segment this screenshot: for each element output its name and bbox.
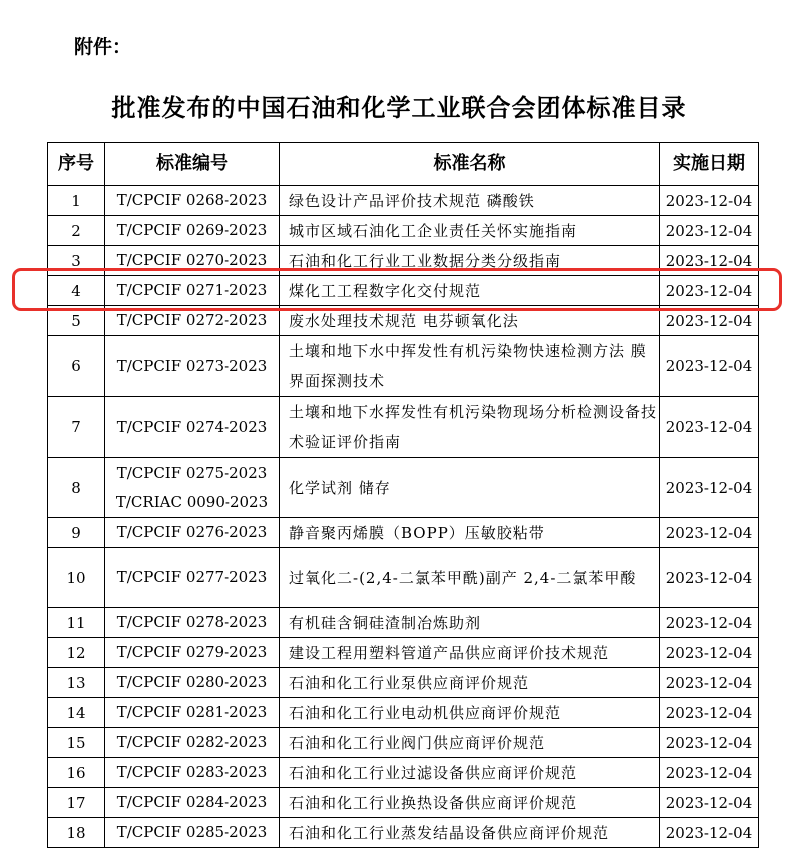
row-implementation-date: 2023-12-04 bbox=[660, 518, 759, 548]
row-standard-code bbox=[105, 638, 280, 668]
row-standard-code bbox=[105, 397, 280, 458]
header-standard-name: 标准名称 bbox=[280, 143, 660, 186]
table-row bbox=[48, 788, 759, 818]
header-standard-code: 标准编号 bbox=[105, 143, 280, 186]
row-standard-name: 石油和化工行业电动机供应商评价规范 bbox=[280, 698, 660, 728]
row-serial-number: 8 bbox=[48, 458, 105, 518]
row-serial-number: 4 bbox=[48, 276, 105, 306]
row-standard-code bbox=[105, 548, 280, 608]
row-serial-number: 2 bbox=[48, 216, 105, 246]
table-row bbox=[48, 397, 759, 458]
row-standard-name: 石油和化工行业工业数据分类分级指南 bbox=[280, 246, 660, 276]
attachment-label: 附件： bbox=[74, 36, 132, 58]
row-standard-name: 废水处理技术规范 电芬顿氧化法 bbox=[280, 306, 660, 336]
table-row bbox=[48, 698, 759, 728]
table-row bbox=[48, 668, 759, 698]
row-standard-name: 城市区域石油化工企业责任关怀实施指南 bbox=[280, 216, 660, 246]
row-standard-name: 石油和化工行业过滤设备供应商评价规范 bbox=[280, 758, 660, 788]
row-implementation-date: 2023-12-04 bbox=[660, 306, 759, 336]
standard-code-line: T/CPCIF 0275-2023 bbox=[116, 463, 268, 482]
row-implementation-date: 2023-12-04 bbox=[660, 758, 759, 788]
row-standard-name: 过氧化二-(2,4-二氯苯甲酰)副产 2,4-二氯苯甲酸 bbox=[280, 548, 660, 608]
row-serial-number: 13 bbox=[48, 668, 105, 698]
row-serial-number: 14 bbox=[48, 698, 105, 728]
standard-code-line: T/CPCIF 0273-2023 bbox=[116, 356, 268, 375]
table-row bbox=[48, 216, 759, 246]
row-implementation-date: 2023-12-04 bbox=[660, 397, 759, 458]
row-implementation-date: 2023-12-04 bbox=[660, 608, 759, 638]
standard-code-line: T/CPCIF 0283-2023 bbox=[116, 763, 268, 781]
row-serial-number: 11 bbox=[48, 608, 105, 638]
row-serial-number: 10 bbox=[48, 548, 105, 608]
standard-code-line: T/CRIAC 0090-2023 bbox=[115, 492, 269, 511]
row-serial-number: 3 bbox=[48, 246, 105, 276]
row-implementation-date: 2023-12-04 bbox=[660, 698, 759, 728]
header-implementation-date: 实施日期 bbox=[660, 143, 759, 186]
standard-code-line: T/CPCIF 0271-2023 bbox=[116, 281, 268, 299]
table-row bbox=[48, 608, 759, 638]
standard-code-line: T/CPCIF 0280-2023 bbox=[116, 673, 268, 691]
row-standard-code bbox=[105, 788, 280, 818]
header-serial-number: 序号 bbox=[48, 143, 105, 186]
row-implementation-date: 2023-12-04 bbox=[660, 276, 759, 306]
document-title: 批准发布的中国石油和化学工业联合会团体标准目录 bbox=[111, 94, 687, 122]
row-standard-name: 石油和化工行业阀门供应商评价规范 bbox=[280, 728, 660, 758]
row-standard-code bbox=[105, 698, 280, 728]
row-implementation-date: 2023-12-04 bbox=[660, 458, 759, 518]
row-implementation-date: 2023-12-04 bbox=[660, 788, 759, 818]
table-row bbox=[48, 818, 759, 848]
row-implementation-date: 2023-12-04 bbox=[660, 668, 759, 698]
standard-code-line: T/CPCIF 0277-2023 bbox=[116, 568, 268, 586]
row-standard-code bbox=[105, 758, 280, 788]
standard-code-line: T/CPCIF 0281-2023 bbox=[116, 703, 268, 721]
row-standard-code bbox=[105, 336, 280, 397]
row-serial-number: 16 bbox=[48, 758, 105, 788]
table-row bbox=[48, 518, 759, 548]
standard-code-line: T/CPCIF 0279-2023 bbox=[116, 643, 268, 661]
table-row bbox=[48, 638, 759, 668]
row-standard-code bbox=[105, 458, 280, 518]
row-implementation-date: 2023-12-04 bbox=[660, 638, 759, 668]
row-serial-number: 18 bbox=[48, 818, 105, 848]
row-serial-number: 17 bbox=[48, 788, 105, 818]
row-standard-name: 化学试剂 储存 bbox=[280, 458, 660, 518]
highlight-box bbox=[12, 268, 782, 311]
row-implementation-date: 2023-12-04 bbox=[660, 186, 759, 216]
row-standard-name: 煤化工工程数字化交付规范 bbox=[280, 276, 660, 306]
row-standard-name: 土壤和地下水中挥发性有机污染物快速检测方法 膜界面探测技术 bbox=[280, 336, 660, 397]
row-standard-code bbox=[105, 518, 280, 548]
standard-code-line: T/CPCIF 0284-2023 bbox=[116, 793, 268, 811]
standard-code-line: T/CPCIF 0274-2023 bbox=[116, 417, 268, 436]
standard-code-line: T/CPCIF 0268-2023 bbox=[116, 191, 268, 209]
row-serial-number: 9 bbox=[48, 518, 105, 548]
table-row bbox=[48, 728, 759, 758]
row-implementation-date: 2023-12-04 bbox=[660, 336, 759, 397]
row-standard-name: 石油和化工行业泵供应商评价规范 bbox=[280, 668, 660, 698]
row-serial-number: 15 bbox=[48, 728, 105, 758]
standard-code-line: T/CPCIF 0272-2023 bbox=[116, 311, 268, 329]
table-row bbox=[48, 458, 759, 518]
row-standard-code bbox=[105, 728, 280, 758]
row-standard-name: 绿色设计产品评价技术规范 磷酸铁 bbox=[280, 186, 660, 216]
standard-code-line: T/CPCIF 0269-2023 bbox=[116, 221, 268, 239]
row-standard-code bbox=[105, 608, 280, 638]
row-standard-name: 有机硅含铜硅渣制冶炼助剂 bbox=[280, 608, 660, 638]
row-standard-name: 建设工程用塑料管道产品供应商评价技术规范 bbox=[280, 638, 660, 668]
row-implementation-date: 2023-12-04 bbox=[660, 216, 759, 246]
row-serial-number: 6 bbox=[48, 336, 105, 397]
standards-table bbox=[47, 142, 759, 848]
row-standard-code bbox=[105, 818, 280, 848]
row-serial-number: 12 bbox=[48, 638, 105, 668]
row-standard-code bbox=[105, 668, 280, 698]
row-standard-name: 静音聚丙烯膜（BOPP）压敏胶粘带 bbox=[280, 518, 660, 548]
table-row bbox=[48, 336, 759, 397]
row-serial-number: 5 bbox=[48, 306, 105, 336]
row-standard-name: 土壤和地下水挥发性有机污染物现场分析检测设备技术验证评价指南 bbox=[280, 397, 660, 458]
table-header-row bbox=[48, 143, 759, 186]
row-standard-code bbox=[105, 216, 280, 246]
row-standard-code bbox=[105, 186, 280, 216]
table-row bbox=[48, 186, 759, 216]
standard-code-line: T/CPCIF 0285-2023 bbox=[116, 823, 268, 841]
row-implementation-date: 2023-12-04 bbox=[660, 728, 759, 758]
standard-code-line: T/CPCIF 0278-2023 bbox=[116, 613, 268, 631]
standard-code-line: T/CPCIF 0276-2023 bbox=[116, 523, 268, 541]
standard-code-line: T/CPCIF 0282-2023 bbox=[116, 733, 268, 751]
row-serial-number: 7 bbox=[48, 397, 105, 458]
row-implementation-date: 2023-12-04 bbox=[660, 818, 759, 848]
table-row bbox=[48, 758, 759, 788]
standard-code-line: T/CPCIF 0270-2023 bbox=[116, 251, 268, 269]
row-standard-name: 石油和化工行业蒸发结晶设备供应商评价规范 bbox=[280, 818, 660, 848]
row-implementation-date: 2023-12-04 bbox=[660, 548, 759, 608]
table-row bbox=[48, 548, 759, 608]
row-standard-name: 石油和化工行业换热设备供应商评价规范 bbox=[280, 788, 660, 818]
row-serial-number: 1 bbox=[48, 186, 105, 216]
row-implementation-date: 2023-12-04 bbox=[660, 246, 759, 276]
